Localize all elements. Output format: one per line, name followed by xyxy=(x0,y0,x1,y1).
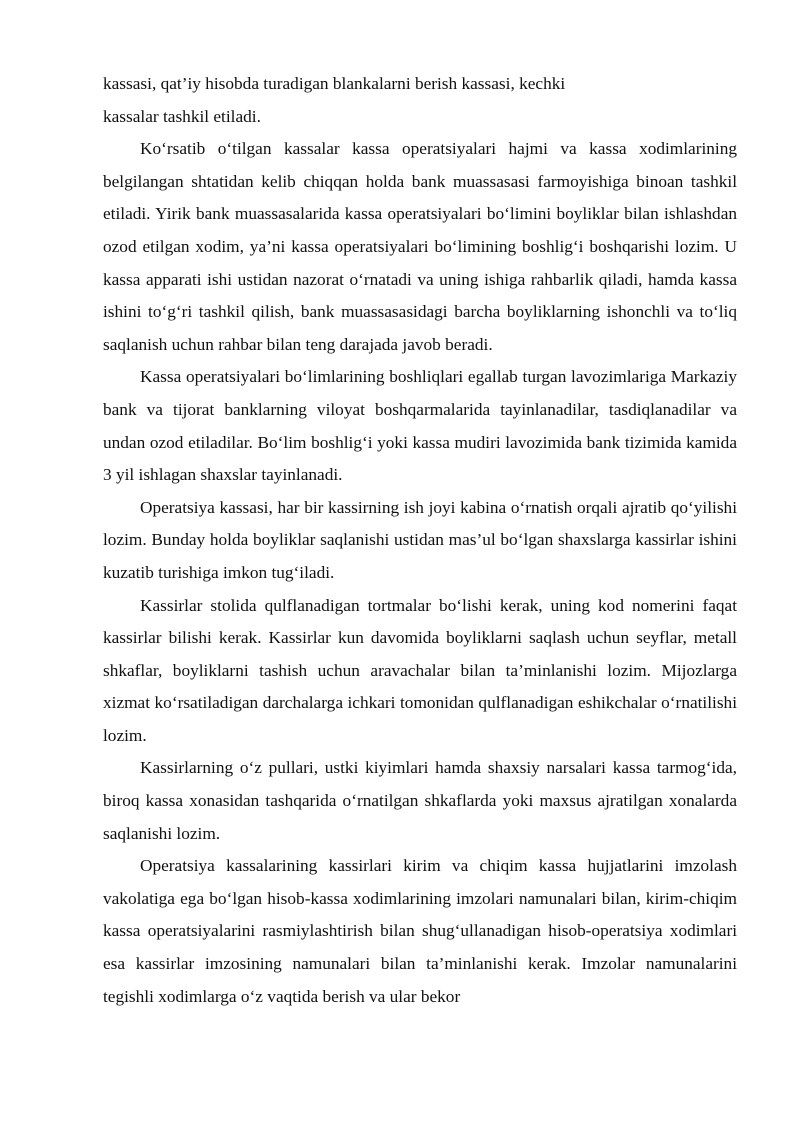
paragraph: Kassirlar stolida qulflanadigan tortmalar bo‘lishi kerak, uning kod nomerini faqat kassirlar bilishi kerak. Kassirlar kun davomida boyliklarni saqlash uchun seyflar, metall shkaflar, boyliklarni tashish uchun aravachalar bilan ta’minlanishi lozim. Mijozlarga xizmat ko‘rsatiladigan darchalarga ichkari tomonidan qulflanadigan eshikchalar o‘rnatilishi lozim. xyxy=(103,595,737,745)
paragraph: Operatsiya kassasi, har bir kassirning ish joyi kabina o‘rnatish orqali ajratib qo‘yilishi lozim. Bunday holda boyliklar saqlanishi ustidan mas’ul bo‘lgan shaxslarga kassirlar ishini kuzatib turishiga imkon tug‘iladi. xyxy=(103,497,737,582)
paragraph-continuation xyxy=(103,68,737,133)
paragraph: Ko‘rsatib o‘tilgan kassalar kassa operatsiyalari hajmi va kassa xodimlarining belgilangan shtatidan kelib chiqqan holda bank muassasasi farmoyishiga binoan tashkil etiladi. Yirik bank muassasalarida kassa operatsiyalari bo‘limini boyliklar bilan ishlashdan ozod etilgan xodim, ya’ni kassa operatsiyalari bo‘limining boshlig‘i boshqarishi lozim. U kassa apparati ishi ustidan nazorat o‘rnatadi va uning ishiga rahbarlik qiladi, hamda kassa ishini to‘g‘ri tashkil qilish, bank muassasasidagi barcha boyliklarning ishonchli va to‘liq saqlanish uchun rahbar bilan teng darajada javob beradi. xyxy=(103,139,737,354)
paragraph: Operatsiya kassalarining kassirlari kirim va chiqim kassa hujjatlarini imzolash vakolatiga ega bo‘lgan hisob-kassa xodimlarining imzolari namunalari bilan, kirim-chiqim kassa operatsiyalarini rasmiylashtirish bilan shug‘ullanadigan hisob-operatsiya xodimlari esa kassirlar imzosining namunalari bilan ta’minlanishi kerak. Imzolar namunalarini tegishli xodimlarga o‘z vaqtida berish va ular bekor xyxy=(103,856,737,1006)
body-text xyxy=(103,68,737,1013)
paragraph: Kassirlarning o‘z pullari, ustki kiyimlari hamda shaxsiy narsalari kassa tarmog‘ida, biroq kassa xonasidan tashqarida o‘rnatilgan shkaflarda yoki maxsus ajratilgan xonalarda saqlanishi lozim. xyxy=(103,758,737,843)
text-line: kassasi, qat’iy hisobda turadigan blankalarni berish kassasi, kechki xyxy=(103,74,566,93)
paragraph: Kassa operatsiyalari bo‘limlarining boshliqlari egallab turgan lavozimlariga Markaziy bank va tijorat banklarning viloyat boshqarmalarida tayinlanadilar, tasdiqlanadilar va undan ozod etiladilar. Bo‘lim boshlig‘i yoki kassa mudiri lavozimida bank tizimida kamida 3 yil ishlagan shaxslar tayinlanadi. xyxy=(103,367,737,485)
text-line: kassalar tashkil etiladi. xyxy=(103,106,261,126)
